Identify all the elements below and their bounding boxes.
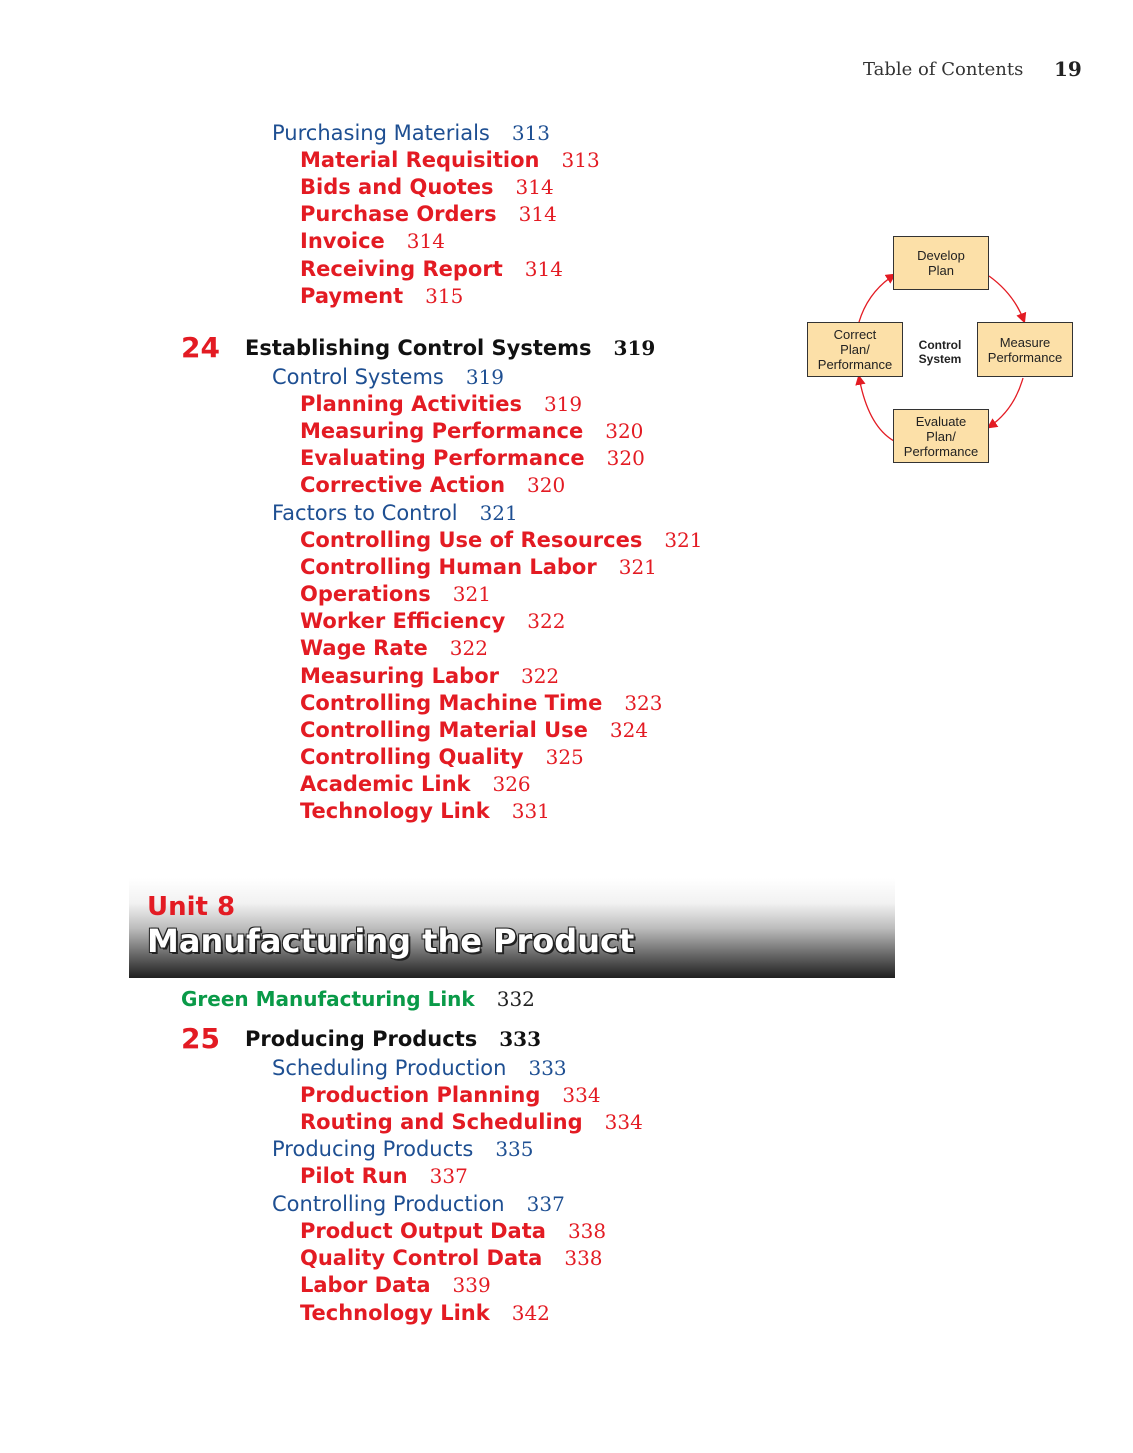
- toc-entry[interactable]: [300, 391, 582, 418]
- control-system-diagram: [800, 230, 1080, 470]
- correct-box: Correct Plan/ Performance: [807, 322, 903, 377]
- toc-entry[interactable]: [300, 663, 559, 690]
- toc-entry[interactable]: [300, 174, 554, 201]
- toc-entry[interactable]: [272, 120, 550, 147]
- toc-entry-title: Wage Rate: [300, 636, 428, 660]
- toc-entry-page: 335: [495, 1137, 534, 1161]
- toc-entry-title: Material Requisition: [300, 148, 540, 172]
- toc-entry-title: Labor Data: [300, 1273, 431, 1297]
- toc-entry-page: 314: [518, 202, 557, 226]
- toc-entry-page: 326: [492, 772, 531, 796]
- toc-entry-page: 321: [664, 528, 703, 552]
- chapter-page: 319: [613, 336, 656, 360]
- measure-performance-box: Measure Performance: [977, 322, 1073, 377]
- toc-entry-page: 313: [511, 121, 551, 145]
- unit-banner: [129, 878, 895, 978]
- toc-entry-page: 334: [562, 1083, 601, 1107]
- chapter-title: Establishing Control Systems 319: [245, 336, 656, 360]
- control-system-label: Control System: [918, 338, 962, 366]
- toc-entry-title: Routing and Scheduling: [300, 1110, 583, 1134]
- toc-entry-title: Controlling Use of Resources: [300, 528, 643, 552]
- toc-entry-title: Measuring Labor: [300, 664, 499, 688]
- toc-entry-page: 314: [406, 229, 445, 253]
- toc-entry-page: 322: [527, 609, 566, 633]
- toc-entry[interactable]: [300, 283, 463, 310]
- toc-entry[interactable]: [300, 1272, 491, 1299]
- toc-entry-page: 320: [527, 473, 566, 497]
- chapter-25-heading[interactable]: [181, 1024, 601, 1056]
- toc-entry[interactable]: [300, 635, 488, 662]
- toc-entry-page: 314: [515, 175, 554, 199]
- running-header: Table of Contents: [863, 59, 1024, 80]
- toc-entry-title: Corrective Action: [300, 473, 506, 497]
- toc-entry-title: Pilot Run: [300, 1164, 408, 1188]
- toc-entry-title: Producing Products: [272, 1137, 474, 1161]
- toc-entry[interactable]: [272, 500, 518, 527]
- toc-entry-page: 322: [520, 664, 560, 688]
- toc-entry-title: Receiving Report: [300, 257, 503, 281]
- toc-entry[interactable]: [300, 201, 557, 228]
- toc-entry-title: Operations: [300, 582, 431, 606]
- chapter-page: 333: [499, 1027, 541, 1051]
- toc-entry-title: Purchase Orders: [300, 202, 497, 226]
- toc-entry-title: Controlling Production: [272, 1192, 505, 1216]
- toc-entry-title: Controlling Quality: [300, 745, 524, 769]
- arrow-measure-to-evaluate: [989, 378, 1023, 427]
- toc-entry[interactable]: [300, 472, 565, 499]
- evaluate-box: Evaluate Plan/ Performance: [893, 409, 989, 463]
- toc-entry[interactable]: [300, 147, 600, 174]
- arrow-correct-to-plan: [859, 275, 894, 322]
- toc-entry-page: 339: [452, 1273, 491, 1297]
- toc-entry[interactable]: [300, 717, 648, 744]
- toc-entry[interactable]: [300, 1300, 550, 1327]
- toc-entry[interactable]: [272, 1136, 534, 1163]
- develop-plan-box: Develop Plan: [893, 236, 989, 290]
- toc-entry-page: 338: [567, 1219, 607, 1243]
- toc-entry[interactable]: [272, 1191, 565, 1218]
- toc-entry[interactable]: [300, 554, 657, 581]
- toc-entry-page: 331: [511, 799, 550, 823]
- toc-entry-page: 322: [449, 636, 488, 660]
- toc-entry[interactable]: [300, 1218, 606, 1245]
- toc-entry-page: 333: [528, 1056, 567, 1080]
- toc-entry-page: 337: [526, 1192, 565, 1216]
- toc-entry-page: 337: [429, 1164, 468, 1188]
- toc-entry[interactable]: [300, 798, 550, 825]
- toc-entry-page: 324: [609, 718, 649, 742]
- toc-entry-page: 315: [425, 284, 464, 308]
- toc-entry[interactable]: [300, 608, 565, 635]
- toc-entry-title: Bids and Quotes: [300, 175, 494, 199]
- toc-entry-title: Green Manufacturing Link: [181, 987, 475, 1011]
- toc-entry-page: 313: [561, 148, 600, 172]
- toc-entry-title: Planning Activities: [300, 392, 522, 416]
- toc-entry-title: Scheduling Production: [272, 1056, 507, 1080]
- toc-entry[interactable]: [300, 418, 643, 445]
- toc-entry-page: 319: [465, 365, 505, 389]
- green-manufacturing-link[interactable]: [181, 986, 535, 1013]
- toc-entry-page: 321: [452, 582, 491, 606]
- toc-entry[interactable]: [300, 256, 563, 283]
- toc-entry-page: 334: [604, 1110, 643, 1134]
- toc-entry-title: Control Systems: [272, 365, 444, 389]
- toc-entry[interactable]: [272, 364, 504, 391]
- toc-entry-title: Worker Efficiency: [300, 609, 506, 633]
- arrow-evaluate-to-correct: [859, 377, 894, 441]
- toc-entry-title: Technology Link: [300, 1301, 490, 1325]
- chapter-title: Producing Products 333: [245, 1027, 541, 1051]
- toc-entry[interactable]: [300, 690, 663, 717]
- toc-entry-page: 342: [511, 1301, 550, 1325]
- toc-entry-page: 319: [543, 392, 583, 416]
- toc-entry-title: Payment: [300, 284, 404, 308]
- toc-entry[interactable]: [300, 581, 491, 608]
- toc-entry[interactable]: [300, 1082, 601, 1109]
- toc-entry[interactable]: [300, 445, 645, 472]
- toc-entry-title: Academic Link: [300, 772, 471, 796]
- toc-entry-title: Factors to Control: [272, 501, 458, 525]
- toc-entry[interactable]: [300, 228, 445, 255]
- toc-entry-title: Quality Control Data: [300, 1246, 543, 1270]
- toc-entry-page: 320: [606, 446, 645, 470]
- toc-entry-page: 325: [545, 745, 584, 769]
- toc-entry-page: 332: [496, 987, 535, 1011]
- toc-entry-page: 320: [605, 419, 644, 443]
- toc-entry-title: Product Output Data: [300, 1219, 546, 1243]
- toc-entry[interactable]: [300, 744, 584, 771]
- toc-entry-title: Controlling Human Labor: [300, 555, 597, 579]
- toc-entry-title: Measuring Performance: [300, 419, 584, 443]
- toc-entry-page: 338: [564, 1246, 603, 1270]
- toc-entry[interactable]: [300, 1109, 643, 1136]
- toc-entry-page: 321: [479, 501, 518, 525]
- toc-entry[interactable]: [300, 771, 531, 798]
- chapter-24-heading[interactable]: [181, 333, 701, 365]
- toc-entry-title: Evaluating Performance: [300, 446, 585, 470]
- chapter-number: 24: [181, 331, 220, 364]
- toc-entry[interactable]: [300, 1245, 603, 1272]
- toc-entry-page: 314: [524, 257, 563, 281]
- toc-entry[interactable]: [272, 1055, 567, 1082]
- toc-entry[interactable]: [300, 527, 703, 554]
- toc-entry-title: Invoice: [300, 229, 385, 253]
- arrow-plan-to-measure: [989, 276, 1024, 321]
- toc-entry-title: Production Planning: [300, 1083, 541, 1107]
- toc-entry-page: 321: [618, 555, 657, 579]
- unit-number: Unit 8: [147, 892, 236, 922]
- toc-entry[interactable]: [300, 1163, 468, 1190]
- toc-entry-title: Controlling Material Use: [300, 718, 588, 742]
- unit-title: Manufacturing the Product: [147, 922, 635, 960]
- toc-entry-page: 323: [624, 691, 663, 715]
- chapter-number: 25: [181, 1022, 220, 1055]
- toc-entry-title: Technology Link: [300, 799, 490, 823]
- page-number: 19: [1054, 57, 1082, 81]
- toc-entry-title: Controlling Machine Time: [300, 691, 603, 715]
- toc-entry-title: Purchasing Materials: [272, 121, 490, 145]
